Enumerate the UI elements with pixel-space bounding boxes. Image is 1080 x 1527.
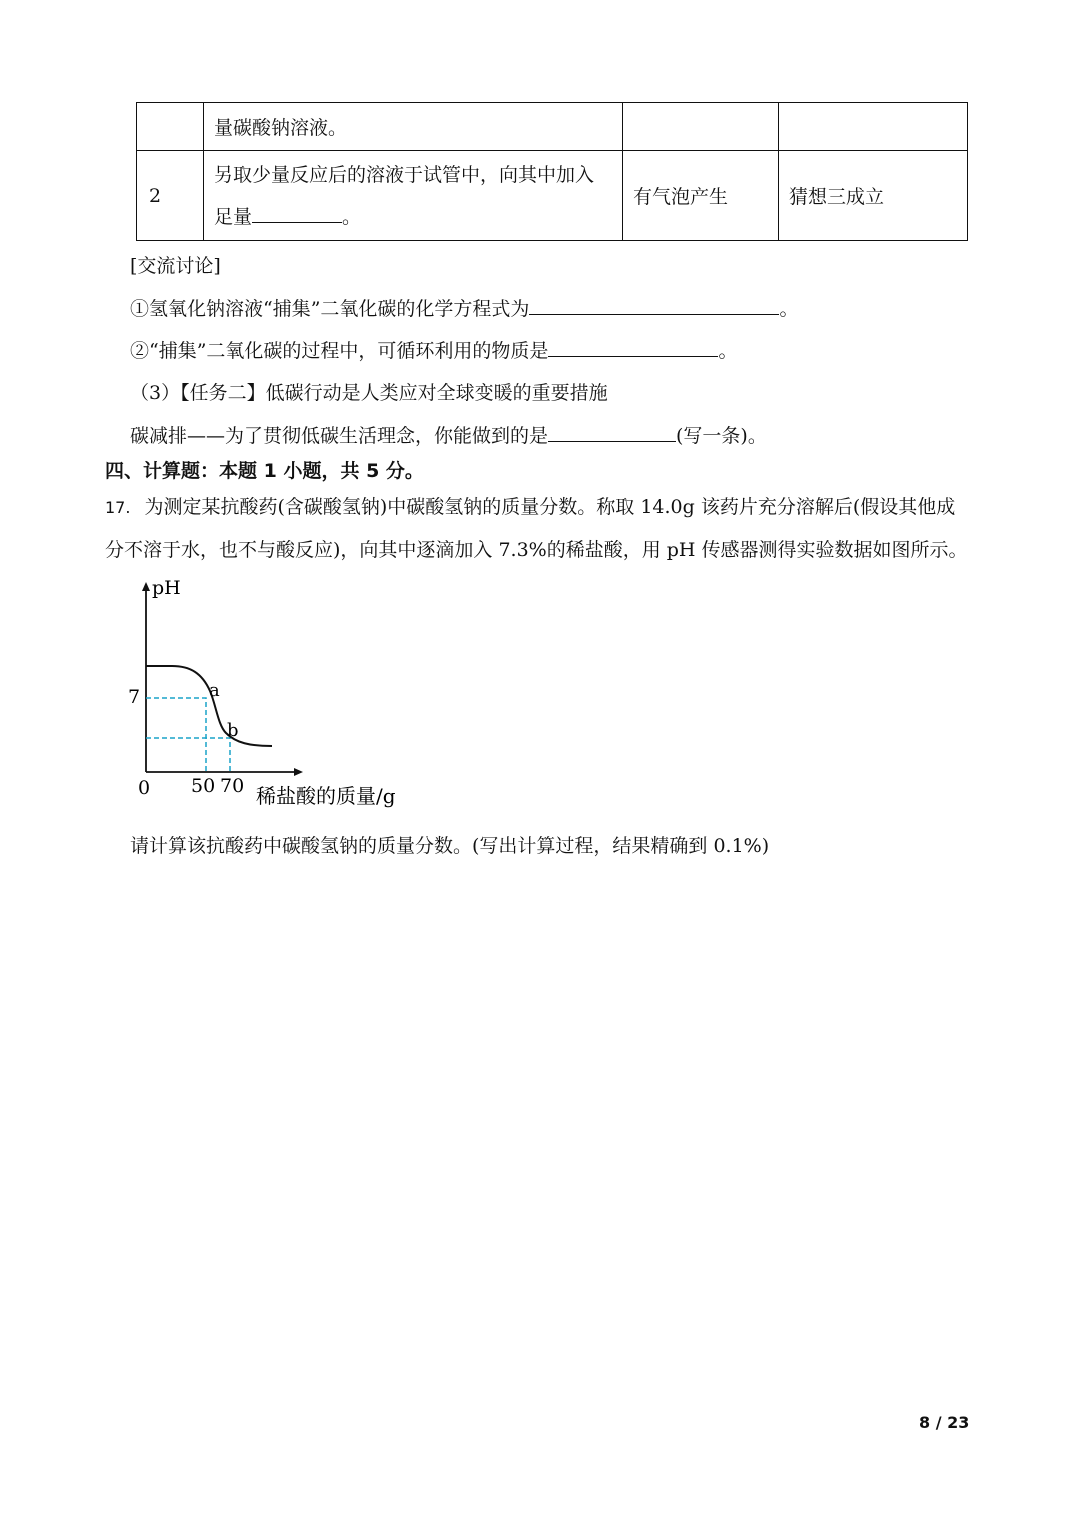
row2-phenomenon: 有气泡产生 [623, 151, 779, 241]
task2-line-end: (写一条)。 [676, 425, 767, 447]
origin-label: 0 [138, 777, 151, 799]
experiment-table [136, 102, 968, 241]
answer-blank[interactable] [529, 296, 779, 315]
discussion-item1-text: ①氢氧化钠溶液“捕集”二氧化碳的化学方程式为 [130, 298, 530, 320]
point-label-b: b [227, 720, 239, 741]
discussion-item2-text: ②“捕集”二氧化碳的过程中，可循环利用的物质是 [130, 340, 549, 362]
row2-content-line1: 另取少量反应后的溶液于试管中，向其中加入 [214, 163, 595, 186]
point-label-a: a [209, 680, 220, 701]
y-axis-label: pH [152, 577, 181, 599]
question-17-line2: 分不溶于水，也不与酸反应)，向其中逐滴加入 7.3%的稀盐酸，用 pH 传感器测得实验数据如图所示。 [105, 539, 968, 561]
question-17-line1 [105, 492, 955, 519]
ph-chart [120, 575, 420, 815]
page-number: 8 / 23 [919, 1413, 970, 1432]
table-row [137, 103, 968, 151]
answer-blank[interactable] [548, 338, 718, 357]
discussion-item2 [130, 336, 737, 363]
answer-blank[interactable] [548, 423, 676, 442]
discussion-label: [交流讨论] [130, 255, 221, 277]
x-tick-70: 70 [220, 775, 245, 797]
answer-blank[interactable] [252, 204, 342, 223]
y-tick-7: 7 [128, 686, 141, 708]
row2-content-line2 [214, 196, 612, 238]
discussion-item1 [130, 294, 798, 321]
row2-num: 2 [137, 151, 204, 241]
section-heading: 四、计算题：本题 1 小题，共 5 分。 [105, 460, 424, 482]
row1-content: 量碳酸钠溶液。 [204, 103, 623, 151]
guide-line-a [146, 698, 206, 772]
question-17-request: 请计算该抗酸药中碳酸氢钠的质量分数。(写出计算过程，结果精确到 0.1%) [130, 835, 770, 857]
row2-content [204, 151, 623, 241]
task2-line [130, 421, 767, 448]
x-tick-50: 50 [191, 775, 216, 797]
row1-conclusion [779, 103, 968, 151]
table-row [137, 151, 968, 241]
row1-num [137, 103, 204, 151]
discussion-item2-end: 。 [718, 340, 738, 362]
ph-curve [146, 666, 272, 746]
guide-line-b [146, 738, 230, 772]
discussion-item1-end: 。 [779, 298, 799, 320]
task2-line-text: 碳减排——为了贯彻低碳生活理念，你能做到的是 [130, 425, 549, 447]
question-text: 为测定某抗酸药(含碳酸氢钠)中碳酸氢钠的质量分数。称取 14.0g 该药片充分溶解后(假设其他成 [144, 496, 956, 518]
row2-conclusion: 猜想三成立 [779, 151, 968, 241]
row1-phenomenon [623, 103, 779, 151]
x-axis-label: 稀盐酸的质量/g [256, 784, 396, 808]
task2-title: （3）【任务二】低碳行动是人类应对全球变暖的重要措施 [130, 382, 608, 404]
row2-content-after: 。 [342, 205, 362, 228]
question-number: 17. [105, 498, 131, 517]
row2-content-before: 足量 [214, 205, 253, 228]
